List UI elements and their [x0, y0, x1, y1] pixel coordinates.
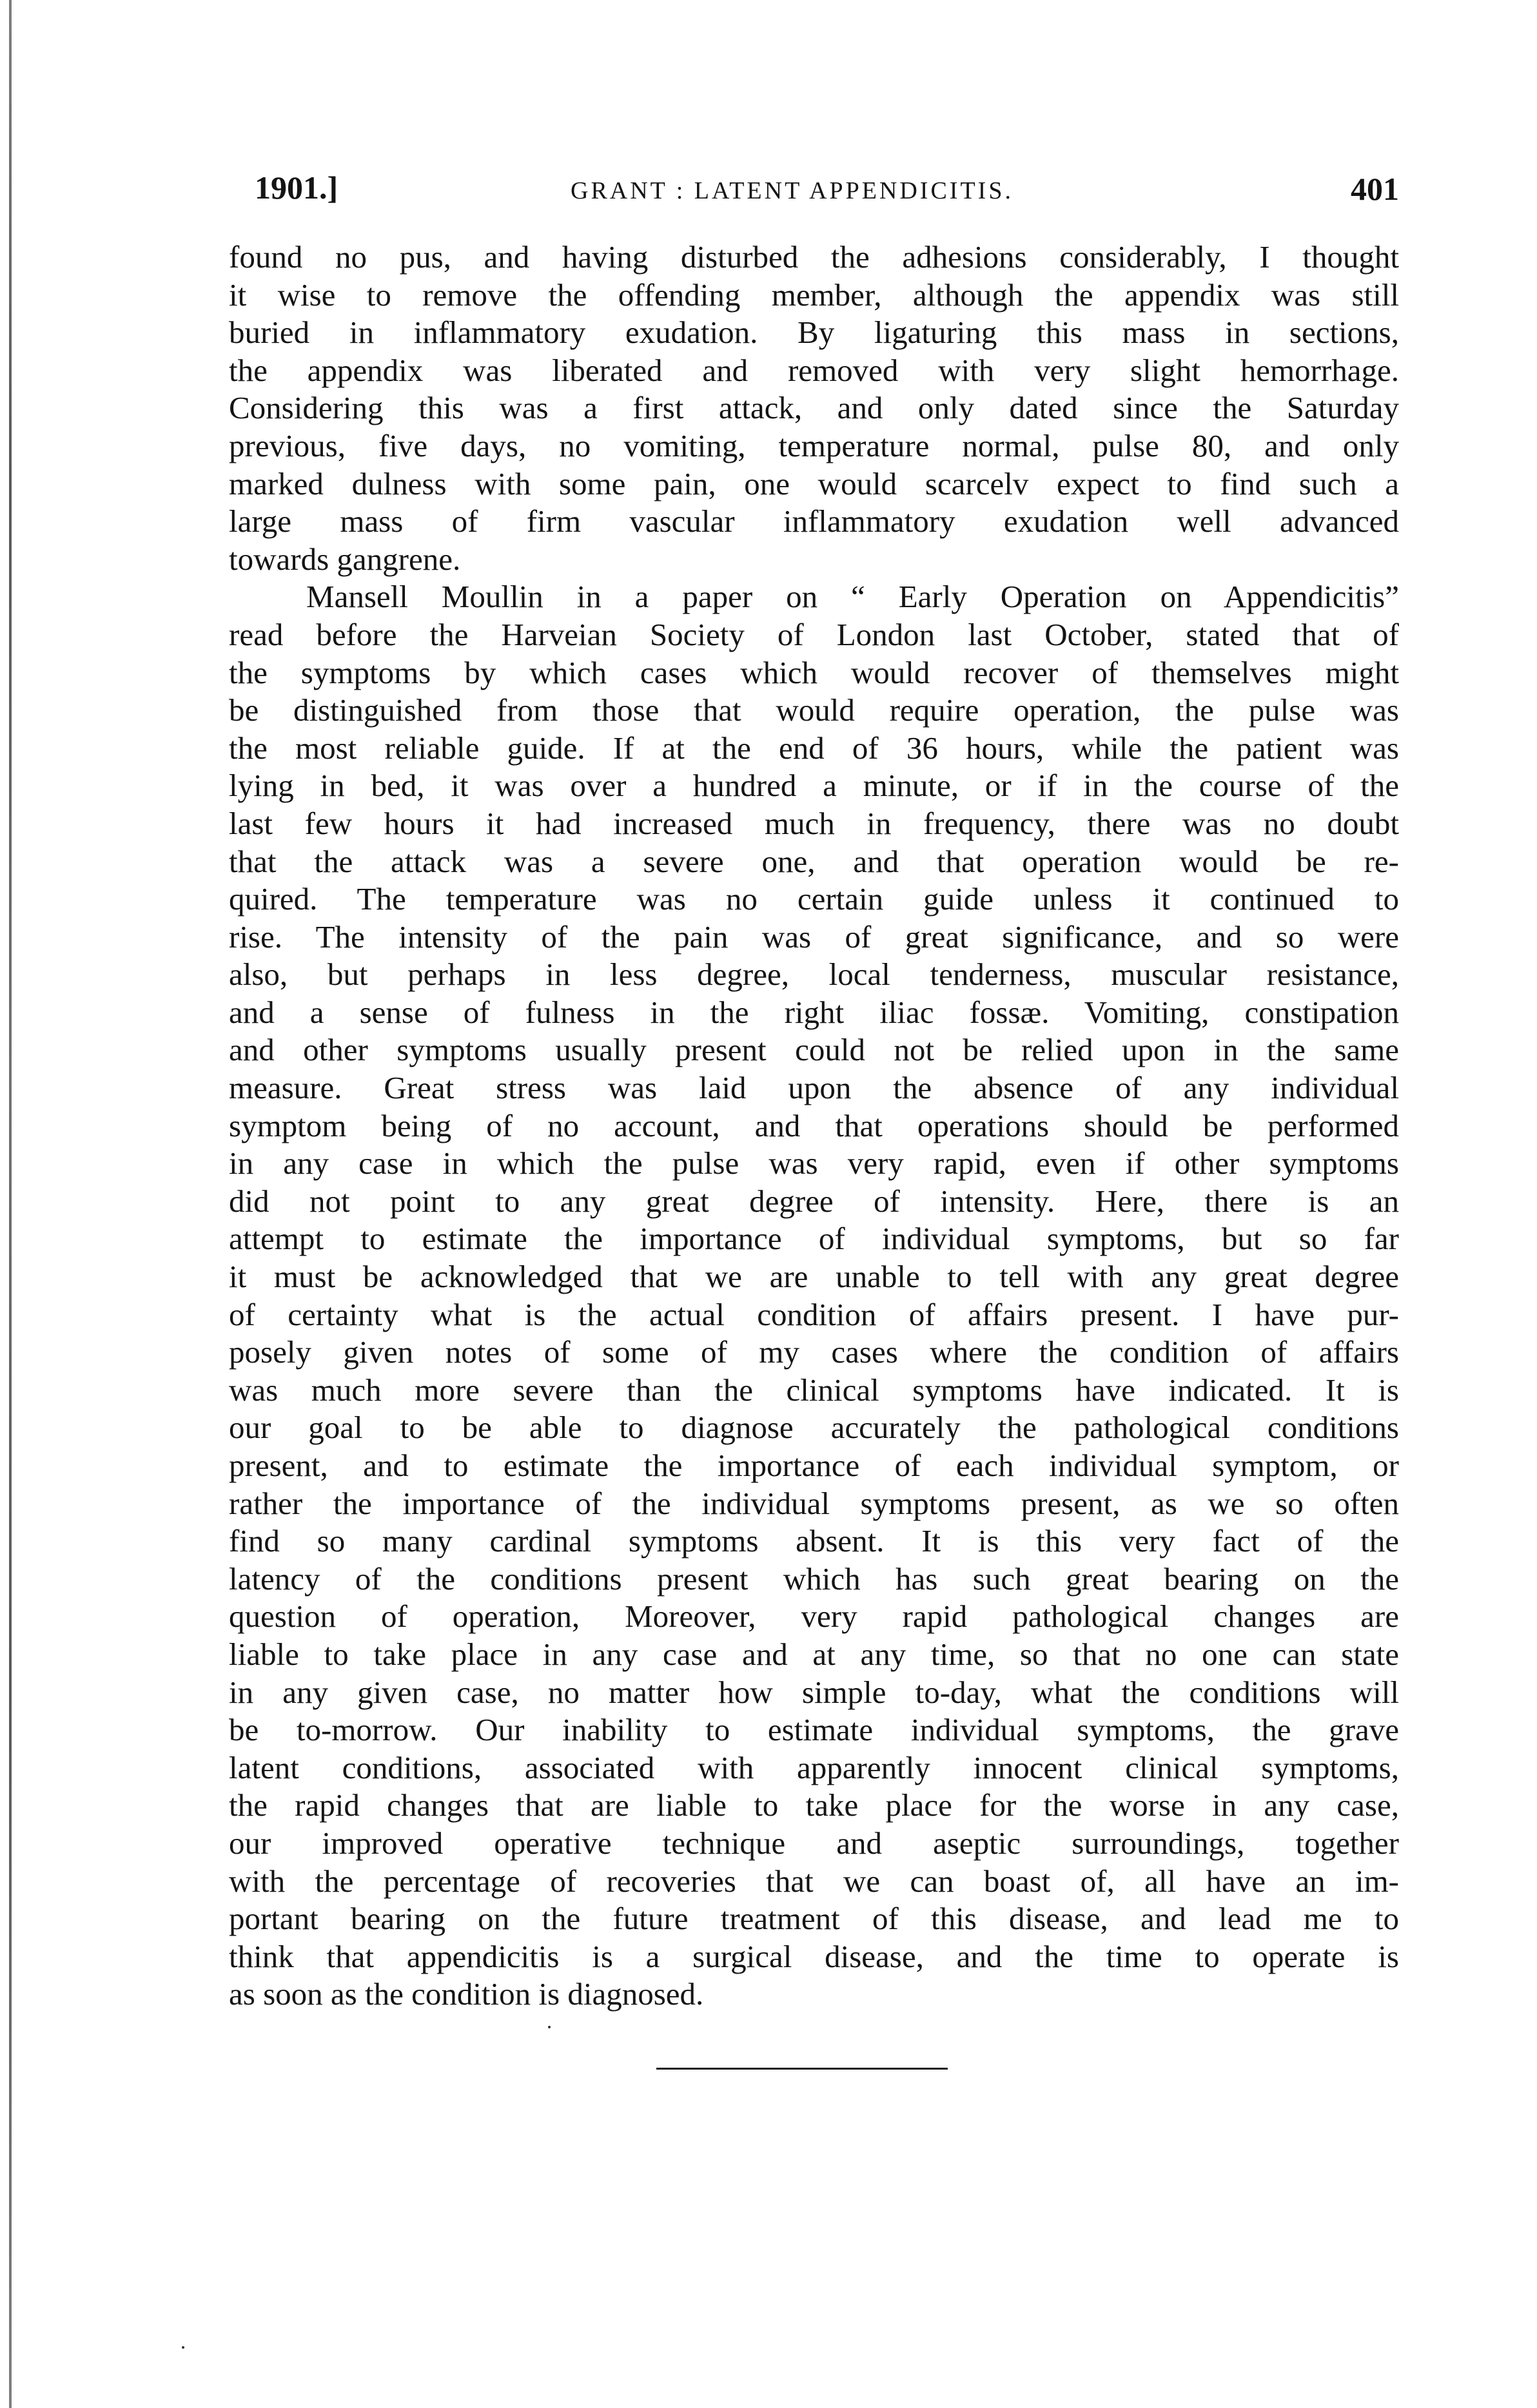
text-line: marked dulness with some pain, one would scarcelv expect to find such a: [229, 465, 1399, 501]
paragraph-end-line: as soon as the condition is diagnosed.: [229, 1976, 704, 2012]
running-head-year: 1901.]: [255, 170, 338, 206]
text-line: be distinguished from those that would require operation, the pulse was: [229, 692, 1399, 728]
text-line: was much more severe than the clinical symptoms have indicated. It is: [229, 1372, 1399, 1408]
text-line: large mass of firm vascular inflammatory exudation well advanced: [229, 503, 1399, 539]
text-line: and other symptoms usually present could not be relied upon in the same: [229, 1032, 1399, 1068]
text-line: the symptoms by which cases which would recover of themselves might: [229, 654, 1399, 690]
text-line: latency of the conditions present which has such great bearing on the: [229, 1560, 1399, 1597]
scan-speck: [182, 2346, 184, 2349]
text-line: our goal to be able to diagnose accurately the pathological conditions: [229, 1410, 1399, 1446]
text-line: measure. Great stress was laid upon the absence of any individual: [229, 1070, 1399, 1106]
text-line: also, but perhaps in less degree, local tenderness, muscular resistance,: [229, 956, 1399, 993]
text-line: lying in bed, it was over a hundred a minute, or if in the course of the: [229, 768, 1399, 804]
text-line: question of operation, Moreover, very rapid pathological changes are: [229, 1598, 1399, 1635]
text-line: did not point to any great degree of intensity. Here, there is an: [229, 1183, 1399, 1219]
text-line: the appendix was liberated and removed with very slight hemorrhage.: [229, 352, 1399, 388]
text-line: with the percentage of recoveries that we can boast of, all have an im-: [229, 1863, 1399, 1899]
text-line: last few hours it had increased much in frequency, there was no doubt: [229, 805, 1399, 841]
text-line: Considering this was a first attack, and only dated since the Saturday: [229, 390, 1399, 426]
text-line: liable to take place in any case and at any time, so that no one can state: [229, 1636, 1399, 1672]
text-line: rather the importance of the individual symptoms present, as we so often: [229, 1485, 1399, 1521]
text-line: find so many cardinal symptoms absent. It is this very fact of the: [229, 1523, 1399, 1559]
running-head-title: GRANT : LATENT APPENDICITIS.: [571, 177, 1013, 204]
text-line: rise. The intensity of the pain was of great significance, and so were: [229, 918, 1399, 955]
text-line: in any given case, no matter how simple to-day, what the conditions will: [229, 1674, 1399, 1710]
paragraph-start-line: Mansell Moullin in a paper on “ Early Operation on Appendicitis”: [306, 579, 1399, 615]
text-line: the rapid changes that are liable to take place for the worse in any case,: [229, 1787, 1399, 1823]
running-head: [255, 169, 1399, 220]
page-number: 401: [1351, 171, 1399, 207]
text-line: portant bearing on the future treatment of this disease, and lead me to: [229, 1901, 1399, 1937]
text-line: present, and to estimate the importance of each individual symptom, or: [229, 1448, 1399, 1483]
text-line: attempt to estimate the importance of individual symptoms, but so far: [229, 1221, 1399, 1257]
text-line: of certainty what is the actual condition of affairs present. I have pur-: [229, 1296, 1399, 1332]
text-line: latent conditions, associated with apparently innocent clinical symptoms,: [229, 1749, 1399, 1785]
text-line: buried in inflammatory exudation. By ligaturing this mass in sections,: [229, 315, 1399, 351]
binding-edge: [9, 0, 12, 2408]
text-line: it must be acknowledged that we are unable to tell with any great degree: [229, 1259, 1399, 1295]
text-line: that the attack was a severe one, and that operation would be re-: [229, 843, 1399, 879]
body-text: [229, 238, 1399, 2014]
paragraph-end-line: towards gangrene.: [229, 541, 461, 577]
text-line: think that appendicitis is a surgical disease, and the time to operate is: [229, 1938, 1399, 1974]
text-line: found no pus, and having disturbed the adhesions considerably, I thought: [229, 239, 1399, 275]
text-line: be to-morrow. Our inability to estimate individual symptoms, the grave: [229, 1712, 1399, 1748]
scan-speck: [548, 2026, 551, 2028]
text-line: quired. The temperature was no certain guide unless it continued to: [229, 881, 1399, 917]
text-line: read before the Harveian Society of London last October, stated that of: [229, 616, 1399, 652]
text-line: our improved operative technique and aseptic surroundings, together: [229, 1825, 1399, 1861]
text-line: previous, five days, no vomiting, temperature normal, pulse 80, and only: [229, 427, 1399, 463]
text-line: posely given notes of some of my cases where the condition of affairs: [229, 1334, 1399, 1370]
text-line: it wise to remove the offending member, although the appendix was still: [229, 277, 1399, 313]
text-line: symptom being of no account, and that operations should be performed: [229, 1107, 1399, 1143]
text-line: and a sense of fulness in the right iliac fossæ. Vomiting, constipation: [229, 994, 1399, 1030]
text-line: the most reliable guide. If at the end of 36 hours, while the patient was: [229, 730, 1399, 766]
section-end-rule: [656, 2068, 948, 2070]
text-line: in any case in which the pulse was very rapid, even if other symptoms: [229, 1145, 1399, 1181]
